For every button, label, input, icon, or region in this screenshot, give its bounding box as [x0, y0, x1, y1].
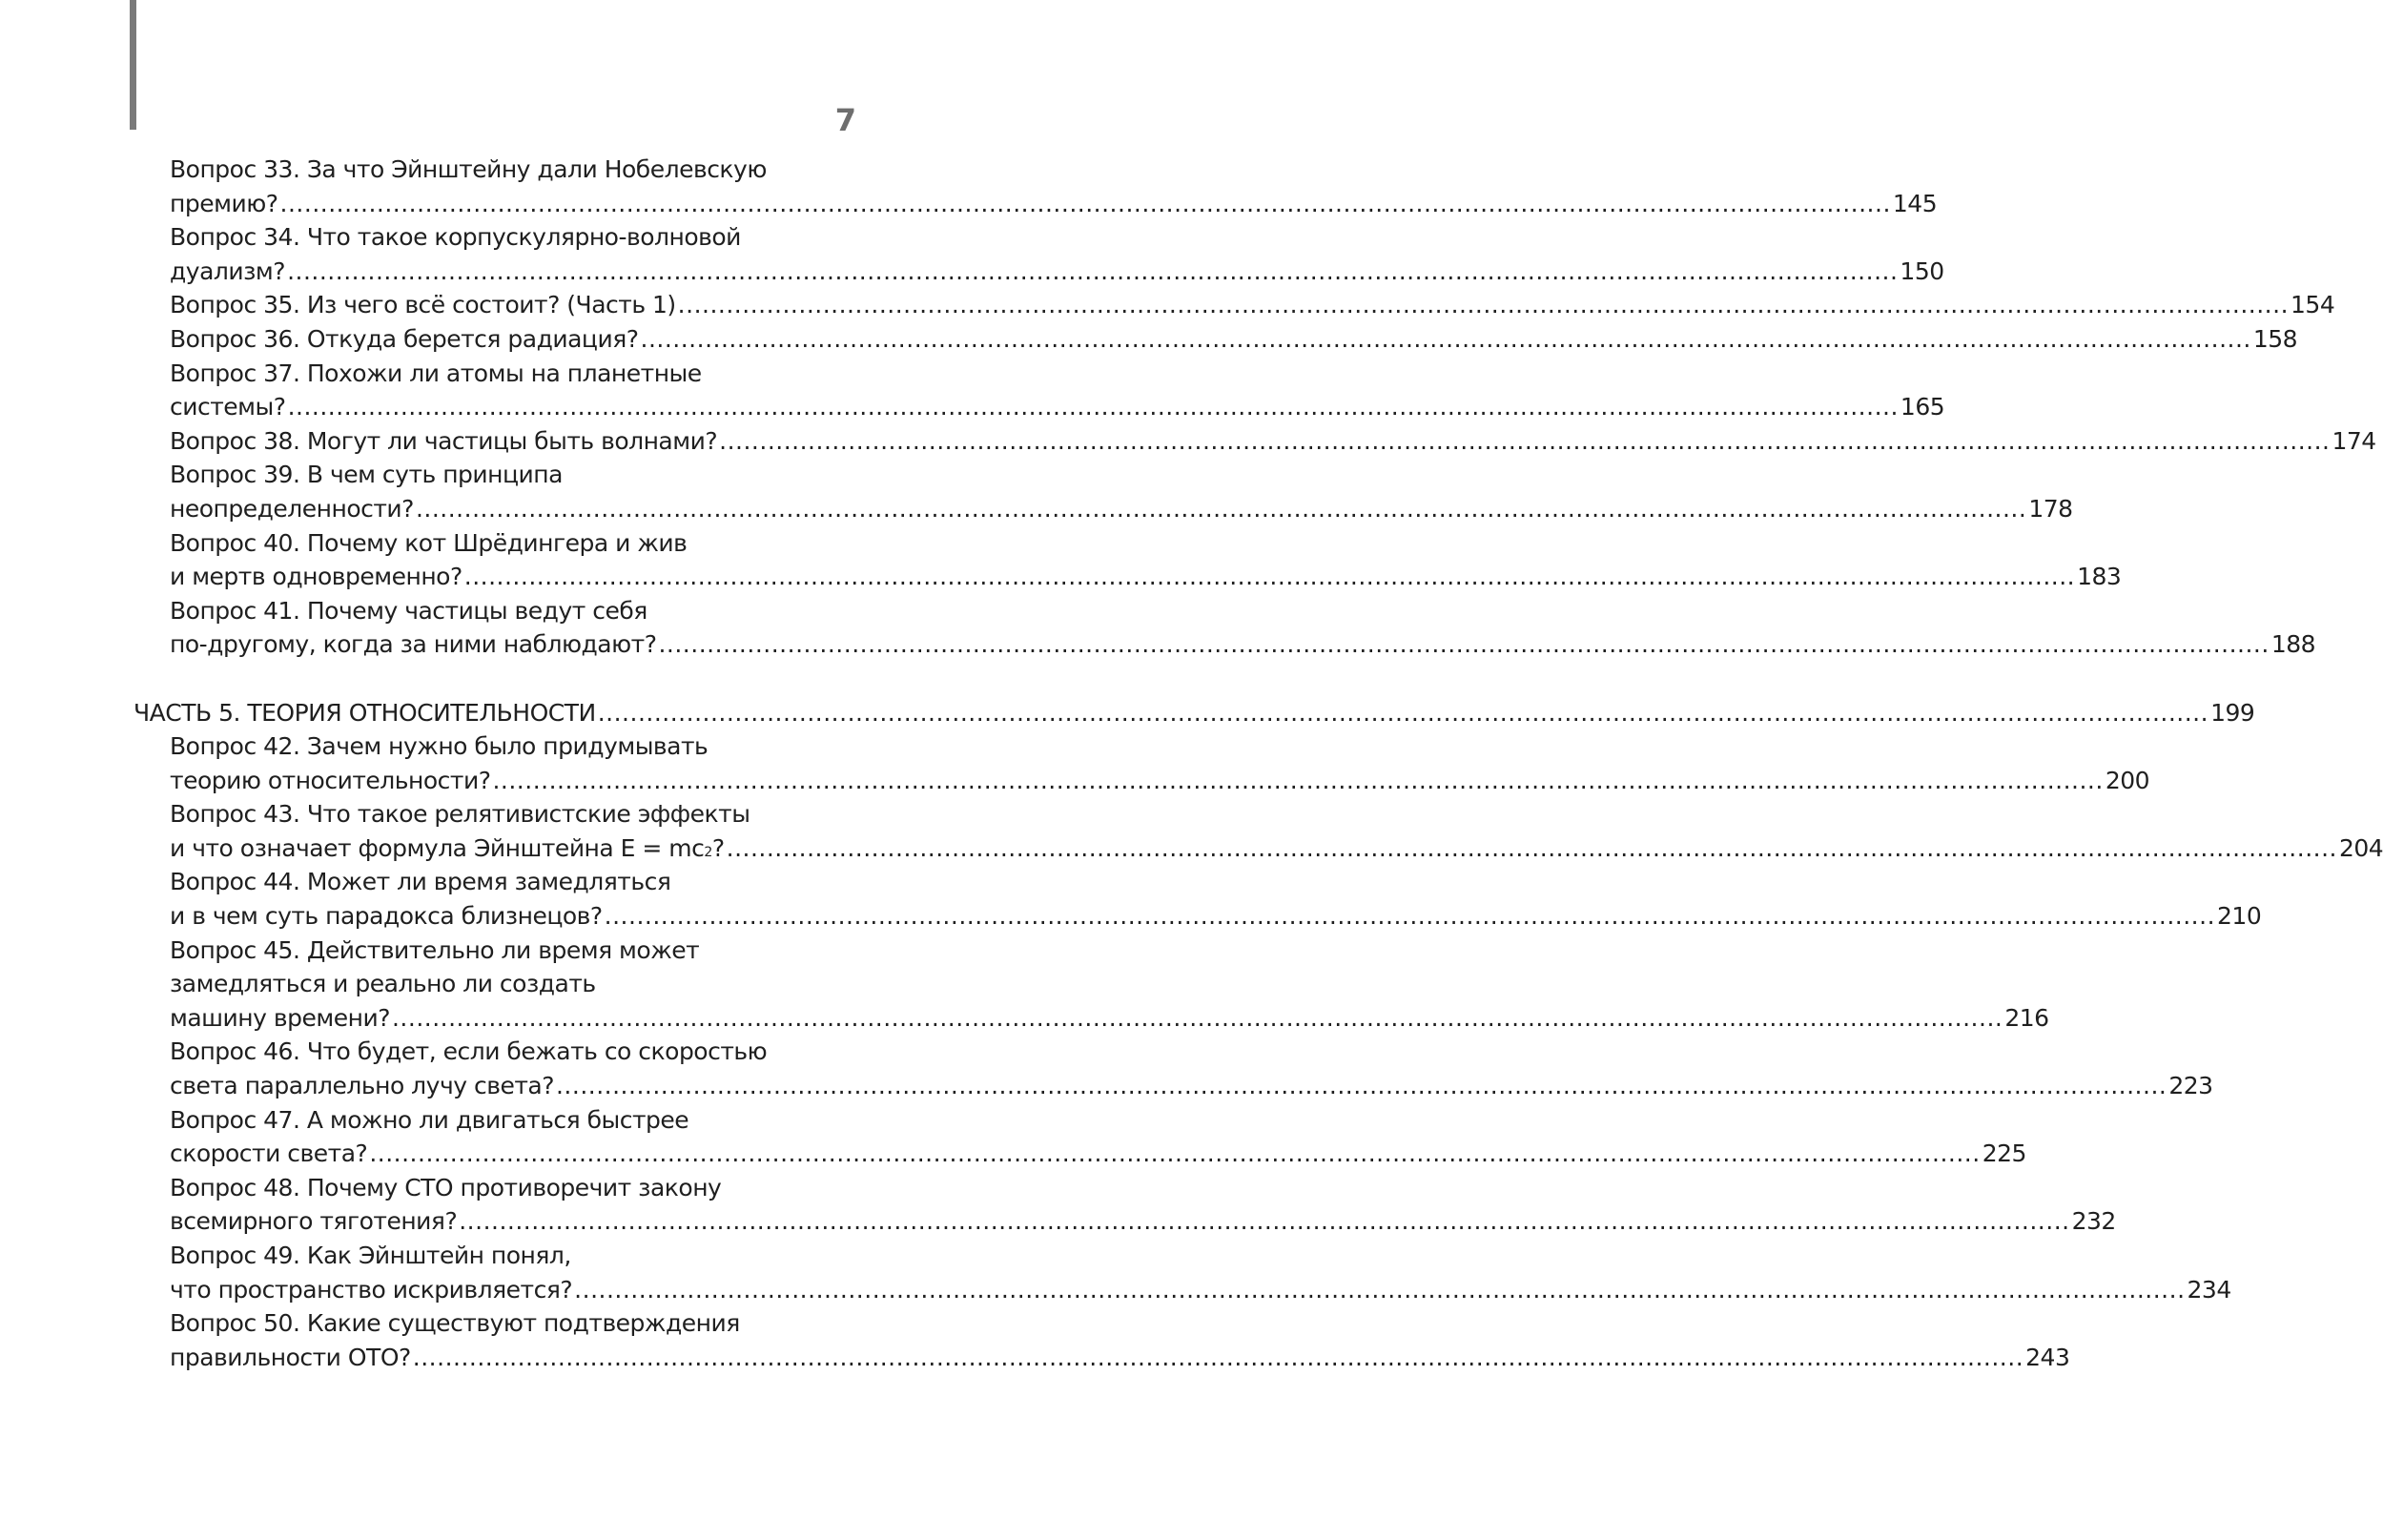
toc-part-heading[interactable]: [134, 696, 2255, 730]
toc-entry[interactable]: [134, 220, 1944, 288]
part-page-number: 199: [2210, 698, 2255, 727]
toc-entry[interactable]: [134, 322, 2298, 357]
dot-leader: ........................................................................................................................................................................................................: [492, 766, 2104, 794]
entry-title-line: машину времени?: [170, 1003, 390, 1032]
toc-entry[interactable]: [134, 934, 2049, 1036]
page-number: 7: [834, 102, 856, 138]
toc-entry[interactable]: [134, 526, 2122, 594]
dot-leader: ........................................................................................................................................................................................................: [597, 698, 2209, 727]
entry-title-line: Вопрос 35. Из чего всё состоит? (Часть 1): [170, 291, 676, 319]
entry-title-line: Вопрос 39. В чем суть принципа: [170, 461, 563, 489]
entry-title-line: правильности ОТО?: [170, 1343, 411, 1371]
entry-title-line: премию?: [170, 189, 278, 217]
entry-title-line: Вопрос 34. Что такое корпускулярно-волновой: [170, 223, 741, 252]
entry-page-number: 145: [1892, 189, 1938, 217]
entry-title-line: Вопрос 50. Какие существуют подтверждения: [170, 1309, 740, 1338]
entry-title-line: Вопрос 45. Действительно ли время может: [170, 935, 700, 964]
entry-page-number: 178: [2028, 494, 2073, 523]
entry-title-line: замедляться и реально ли создать: [170, 970, 596, 998]
toc-entry[interactable]: [134, 865, 2262, 933]
dot-leader: ........................................................................................................................................................................................................: [555, 1072, 2167, 1100]
entry-title-line: Вопрос 49. Как Эйнштейн понял,: [170, 1242, 571, 1269]
entry-page-number: 200: [2105, 766, 2150, 794]
entry-title-line: что пространство искривляется?: [170, 1275, 573, 1304]
entry-title-line: и в чем суть парадокса близнецов?: [170, 902, 603, 931]
entry-page-number: 188: [2270, 630, 2316, 659]
toc-entry[interactable]: [134, 288, 2335, 322]
toc-entry[interactable]: [134, 458, 2073, 525]
entry-title-line: Вопрос 46. Что будет, если бежать со скоростью: [170, 1037, 768, 1066]
entry-title-line: Вопрос 44. Может ли время замедляться: [170, 868, 671, 896]
toc-entry[interactable]: Вопрос 43. Что такое релятивистские эффекты и что означает формула Эйнштейна E = mc 2 ? ........................................................................................................................................................................................................ 204: [134, 797, 801, 865]
toc-entries-part-5: [134, 729, 2383, 1374]
entry-page-number: 216: [2004, 1003, 2049, 1032]
dot-leader: ........................................................................................................................................................................................................: [726, 833, 2337, 862]
entry-page-number: 165: [1900, 393, 1945, 421]
toc-entry[interactable]: [134, 1103, 2026, 1171]
entry-page-number: 210: [2217, 902, 2262, 931]
toc-entry[interactable]: [134, 424, 2376, 459]
dot-leader: ........................................................................................................................................................................................................: [658, 630, 2270, 659]
entry-title-line: света параллельно лучу света?: [170, 1072, 554, 1100]
entry-page-number: 154: [2291, 291, 2335, 319]
dot-leader: ........................................................................................................................................................................................................: [459, 1207, 2070, 1236]
toc-entry[interactable]: [134, 357, 1945, 424]
table-of-contents: [134, 153, 2383, 1374]
entry-title-line: Вопрос 43. Что такое релятивистские эффекты: [170, 800, 750, 829]
toc-entry[interactable]: [134, 729, 2150, 797]
entry-title-line: системы?: [170, 393, 286, 421]
toc-entry[interactable]: [134, 594, 2316, 662]
toc-entry[interactable]: [134, 153, 1938, 220]
entry-page-number: 234: [2187, 1275, 2231, 1304]
entry-title-line: неопределенности?: [170, 494, 414, 523]
dot-leader: ........................................................................................................................................................................................................: [719, 426, 2331, 455]
dot-leader: ........................................................................................................................................................................................................: [463, 563, 2076, 591]
entry-title-line: Вопрос 41. Почему частицы ведут себя: [170, 596, 647, 625]
dot-leader: ........................................................................................................................................................................................................: [574, 1275, 2186, 1304]
entry-title-line: по-другому, когда за ними наблюдают?: [170, 630, 657, 659]
entry-title-line: Вопрос 36. Откуда берется радиация?: [170, 324, 639, 353]
entry-page-number: 243: [2025, 1343, 2070, 1371]
toc-entry[interactable]: [134, 1035, 2213, 1102]
entry-title-line: и мертв одновременно?: [170, 563, 462, 591]
entry-page-number: 158: [2252, 324, 2298, 353]
dot-leader: ........................................................................................................................................................................................................: [677, 291, 2290, 319]
toc-entry[interactable]: [134, 1306, 2070, 1374]
dot-leader: ........................................................................................................................................................................................................: [279, 189, 1891, 217]
toc-entry[interactable]: [134, 1239, 2231, 1306]
entry-title-line: Вопрос 38. Могут ли частицы быть волнами?: [170, 426, 718, 455]
entry-page-number: 150: [1900, 257, 1944, 285]
dot-leader: ........................................................................................................................................................................................................: [640, 324, 2251, 353]
dot-leader: ........................................................................................................................................................................................................: [412, 1343, 2024, 1371]
dot-leader: ........................................................................................................................................................................................................: [287, 393, 1899, 421]
entry-title-line: Вопрос 40. Почему кот Шрёдингера и жив: [170, 528, 688, 557]
entry-title-line: дуализм?: [170, 257, 286, 285]
entry-title-line: скорости света?: [170, 1140, 368, 1168]
entry-title-line: Вопрос 37. Похожи ли атомы на планетные: [170, 359, 702, 387]
entry-page-number: 223: [2168, 1072, 2213, 1100]
entry-page-number: 232: [2071, 1207, 2116, 1236]
entry-page-number: 225: [1982, 1140, 2026, 1168]
dot-leader: ........................................................................................................................................................................................................: [604, 902, 2216, 931]
entry-title-line: теорию относительности?: [170, 766, 491, 794]
entry-page-number: 204: [2338, 833, 2383, 862]
dot-leader: ........................................................................................................................................................................................................: [415, 494, 2027, 523]
toc-entries-part-4: [134, 153, 2376, 662]
margin-bar: [130, 0, 136, 130]
part-title: ЧАСТЬ 5. ТЕОРИЯ ОТНОСИТЕЛЬНОСТИ: [134, 698, 596, 727]
toc-entry[interactable]: [134, 1171, 2116, 1239]
entry-page-number: 174: [2332, 426, 2376, 455]
entry-page-number: 183: [2077, 563, 2122, 591]
entry-title-tail: ?: [711, 833, 725, 862]
entry-title-line: Вопрос 42. Зачем нужно было придумывать: [170, 732, 709, 761]
entry-title-line: Вопрос 47. А можно ли двигаться быстрее: [170, 1105, 689, 1134]
entry-title-line: и что означает формула Эйнштейна E = mc: [170, 833, 705, 862]
dot-leader: ........................................................................................................................................................................................................: [369, 1140, 1981, 1168]
entry-title-line: всемирного тяготения?: [170, 1207, 458, 1236]
dot-leader: ........................................................................................................................................................................................................: [391, 1003, 2003, 1032]
entry-title-line: Вопрос 33. За что Эйнштейну дали Нобелевскую: [170, 155, 767, 183]
dot-leader: ........................................................................................................................................................................................................: [287, 257, 1899, 285]
entry-title-line: Вопрос 48. Почему СТО противоречит закону: [170, 1173, 722, 1201]
